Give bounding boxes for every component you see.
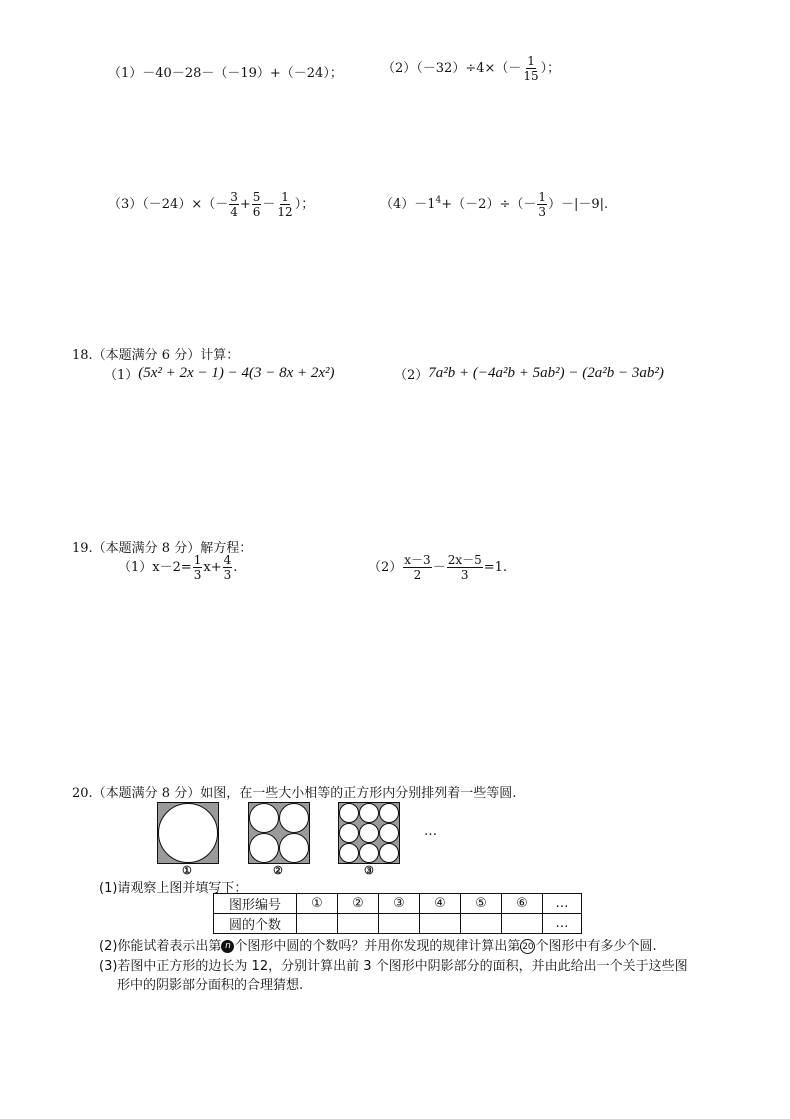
figure-3-label: ③ <box>364 864 374 877</box>
numerator: 3 <box>230 190 238 204</box>
answer-cell[interactable] <box>379 914 420 934</box>
denominator: 2 <box>413 568 422 582</box>
table-cell: ② <box>338 894 379 914</box>
figure-2-drawing <box>249 803 309 863</box>
table-row <box>214 894 582 914</box>
denominator: 15 <box>523 69 539 83</box>
q17-part4-mid: +（－2）÷（－ <box>441 197 537 212</box>
q17-part2 <box>382 54 560 83</box>
q20-part3-line1: (3)若图中正方形的边长为 12，分别计算出前 3 个图形中阴影部分的面积，并由此给出一个关于这些图 <box>99 959 688 974</box>
q17-part3 <box>108 190 314 219</box>
table-header-cell: 图形编号 <box>214 894 297 914</box>
operator: － <box>432 560 446 575</box>
exponent: 4 <box>435 195 442 206</box>
figure-ellipsis: … <box>424 824 437 839</box>
q20-title: 20.（本题满分 8 分）如图，在一些大小相等的正方形内分别排列着一些等圆. <box>72 786 517 801</box>
q18-part1-expression: (5x² + 2x − 1) − 4(3 − 8x + 2x²) <box>138 365 335 381</box>
q20-part2-text-a: (2)你能试着表示出第 <box>99 939 222 954</box>
fraction <box>229 190 239 219</box>
fraction <box>537 190 547 219</box>
numerator: x－3 <box>404 553 431 567</box>
figure-3-drawing <box>339 803 399 863</box>
numerator: 4 <box>223 553 232 567</box>
fraction <box>252 190 262 219</box>
q17-part1: （1）－40－28－（－19）+（－24）； <box>108 66 343 81</box>
numerator: 2x－5 <box>447 553 482 567</box>
table-cell: ⑥ <box>502 894 543 914</box>
answer-cell[interactable] <box>338 914 379 934</box>
fraction <box>223 553 233 582</box>
q17-part3-post: ）； <box>294 197 315 212</box>
fraction <box>276 190 293 219</box>
table-cell: … <box>543 894 582 914</box>
figure-2-four-circles <box>248 802 310 864</box>
fraction <box>403 553 431 582</box>
q17-part4-post: ）－|－9|. <box>547 197 609 212</box>
numerator: 5 <box>252 190 261 204</box>
fraction <box>193 553 203 582</box>
table-cell: ① <box>297 894 338 914</box>
twenty-badge: 20 <box>520 939 535 954</box>
q19-part1-mid: x+ <box>203 560 222 575</box>
table-row <box>214 914 582 934</box>
q19-part2-post: =1. <box>483 560 508 575</box>
denominator: 3 <box>460 568 469 582</box>
answer-cell[interactable] <box>461 914 502 934</box>
numerator: 1 <box>527 54 535 68</box>
table-cell: ③ <box>379 894 420 914</box>
answer-cell[interactable] <box>420 914 461 934</box>
q20-part1: (1)请观察上图并填写下： <box>99 881 248 896</box>
q19-part1 <box>118 553 237 582</box>
fraction <box>447 553 483 582</box>
q20-part2 <box>99 935 657 954</box>
q20-part3-line2: 形中的阴影部分面积的合理猜想. <box>117 978 304 993</box>
denominator: 3 <box>193 568 202 582</box>
q17-part2-post: ）； <box>540 61 561 76</box>
observation-table <box>213 893 582 934</box>
denominator: 6 <box>252 205 261 219</box>
q19-part1-pre: （1）x－2= <box>118 560 192 575</box>
answer-cell[interactable] <box>297 914 338 934</box>
figure-1-drawing <box>158 803 218 863</box>
fraction <box>522 54 539 83</box>
q18-title: 18.（本题满分 6 分）计算： <box>72 348 240 363</box>
q19-part1-post: . <box>233 560 238 575</box>
q17-part3-pre: （3）（－24）×（－ <box>108 197 229 212</box>
denominator: 3 <box>538 205 546 219</box>
q18-part2-label: （2） <box>394 368 429 383</box>
q20-part2-text-b: 个图形中圆的个数吗？并用你发现的规律计算出第 <box>234 939 521 954</box>
q18-part1-label: （1） <box>104 368 139 383</box>
q18-part2-expression: 7a²b + (−4a²b + 5ab²) − (2a²b − 3ab²) <box>428 365 664 381</box>
q19-title: 19.（本题满分 8 分）解方程： <box>72 541 253 556</box>
q20-part2-text-c: 个图形中有多少个圆. <box>535 939 657 954</box>
figure-1-one-circle <box>157 802 219 864</box>
q19-part2 <box>368 553 507 582</box>
operator: + <box>239 197 251 212</box>
q17-part4-pre: （4）－1 <box>380 197 436 212</box>
n-badge: n <box>221 940 234 953</box>
answer-cell[interactable] <box>502 914 543 934</box>
figure-1-label: ① <box>182 864 192 877</box>
q18-part1 <box>104 364 335 383</box>
denominator: 12 <box>277 205 293 219</box>
table-cell: … <box>543 914 582 934</box>
numerator: 1 <box>538 190 546 204</box>
figure-3-nine-circles <box>338 802 400 864</box>
table-cell: ④ <box>420 894 461 914</box>
q17-part4 <box>380 190 608 219</box>
figure-2-label: ② <box>273 864 283 877</box>
q19-part2-pre: （2） <box>368 560 403 575</box>
numerator: 1 <box>193 553 202 567</box>
q17-part2-pre: （2）（－32）÷4×（－ <box>382 61 522 76</box>
operator: － <box>262 197 276 212</box>
numerator: 1 <box>281 190 289 204</box>
table-cell: ⑤ <box>461 894 502 914</box>
q18-part2 <box>394 364 664 383</box>
denominator: 4 <box>230 205 238 219</box>
denominator: 3 <box>223 568 232 582</box>
table-header-cell: 圆的个数 <box>214 914 297 934</box>
